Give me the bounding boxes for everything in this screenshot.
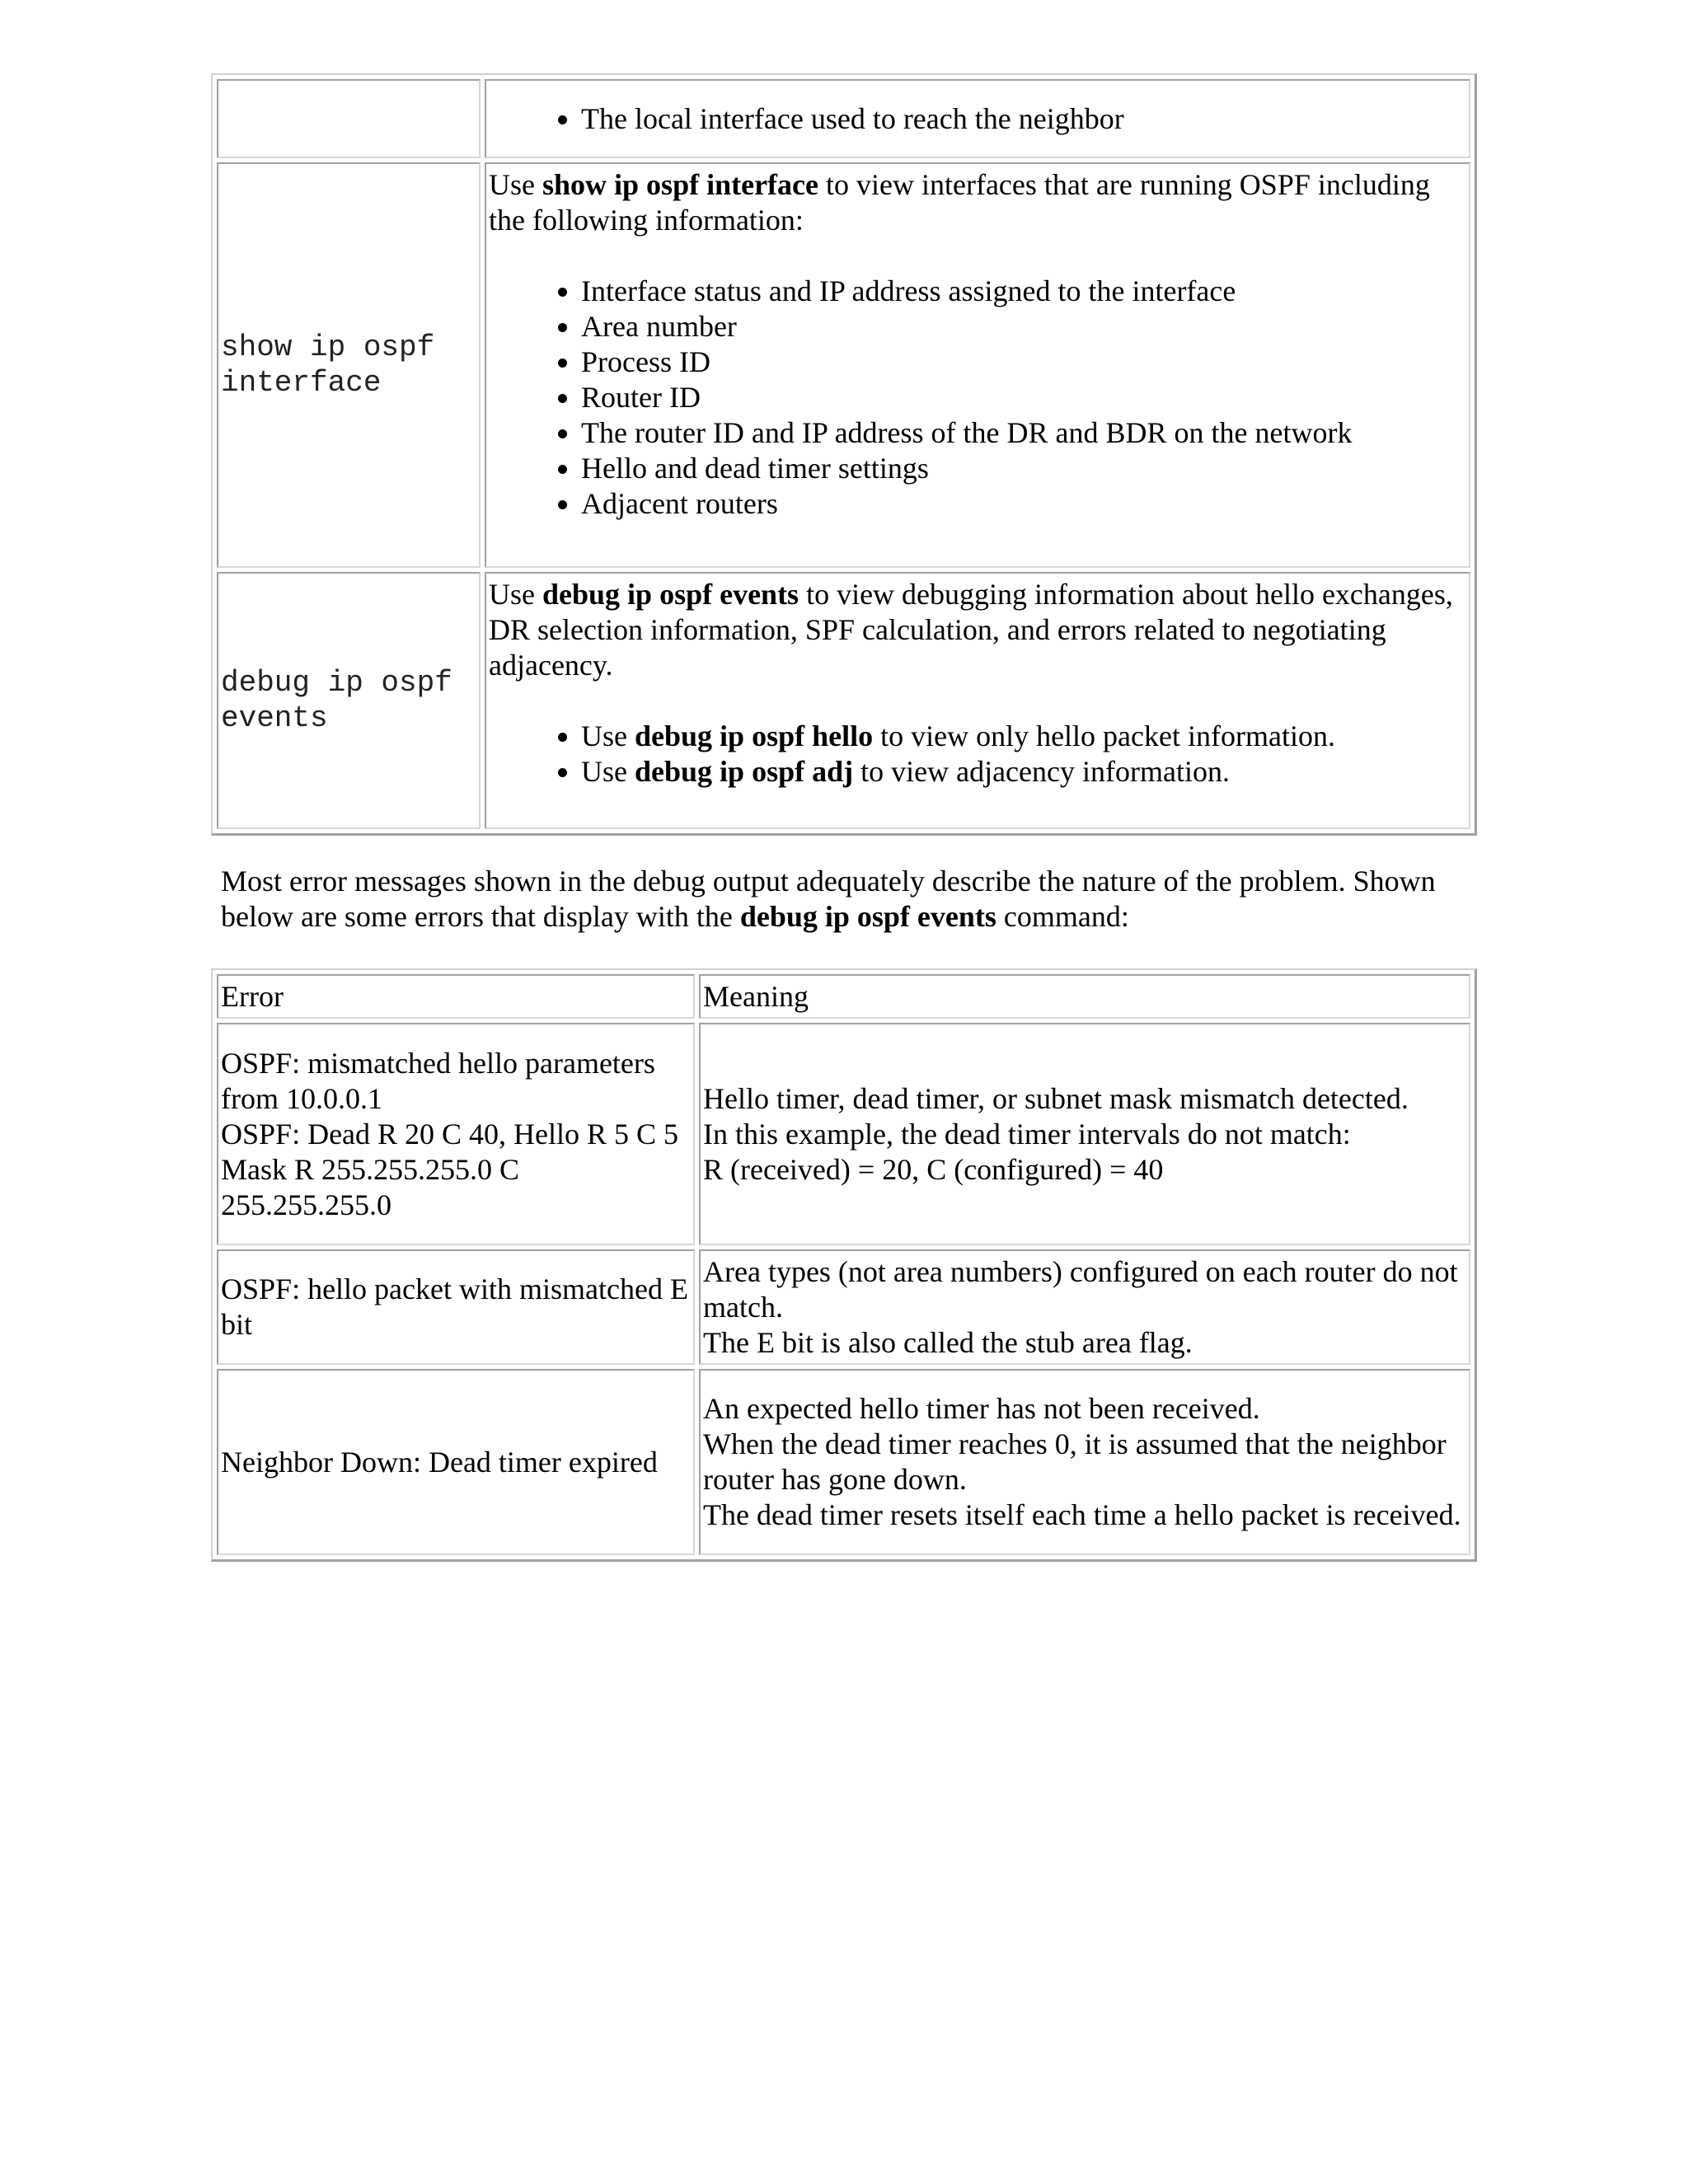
description-cell [485, 79, 1470, 158]
description-cell [485, 572, 1470, 829]
list-item: • Use debug ip ospf adj to view adjacency information. [581, 754, 1466, 790]
command-text: events [221, 701, 328, 735]
error-text: OSPF: hello packet with mismatched E bit [221, 1272, 688, 1341]
errors-table [211, 968, 1477, 1562]
table-row [217, 1369, 1470, 1555]
error-cell [217, 1023, 695, 1245]
error-cell [217, 1369, 695, 1555]
meaning-text: When the dead timer reaches 0, it is assumed that the neighbor router has gone down. [703, 1427, 1447, 1496]
meaning-text: R (received) = 20, C (configured) = 40 [703, 1152, 1164, 1186]
list-item: • Router ID [581, 380, 1466, 415]
table-row [217, 1023, 1470, 1245]
command-name: show ip ospf interface [542, 168, 818, 201]
error-text: Mask R 255.255.255.0 C 255.255.255.0 [221, 1152, 520, 1221]
meaning-text: Area types (not area numbers) configured on each router do not match. [703, 1254, 1458, 1324]
meaning-cell [699, 1369, 1470, 1555]
bullet-list [489, 274, 1466, 522]
bullet-list [489, 719, 1466, 790]
error-text: OSPF: Dead R 20 C 40, Hello R 5 C 5 [221, 1117, 679, 1151]
meaning-text: In this example, the dead timer intervals do not match: [703, 1117, 1351, 1151]
meaning-cell [699, 1249, 1470, 1365]
command-text: show ip ospf [221, 330, 435, 364]
list-item: • Interface status and IP address assigned to the interface [581, 274, 1466, 309]
description-text: Use show ip ospf interface to view interfaces that are running OSPF including the following information: [489, 168, 1430, 237]
column-header-meaning: Meaning [699, 974, 1470, 1019]
command-cell [217, 572, 481, 829]
meaning-text: The dead timer resets itself each time a hello packet is received. [703, 1498, 1461, 1531]
table-header-row [217, 974, 1470, 1019]
commands-table [211, 73, 1477, 836]
command-name: debug ip ospf events [542, 578, 799, 611]
error-text: OSPF: mismatched hello parameters from 10.0.0.1 [221, 1046, 655, 1115]
meaning-text: Hello timer, dead timer, or subnet mask mismatch detected. [703, 1081, 1409, 1115]
description-text: Use debug ip ospf events to view debugging information about hello exchanges, DR selection information, SPF calculation, and errors related to negotiating adjacency. [489, 578, 1453, 682]
list-item: • Adjacent routers [581, 486, 1466, 522]
table-row [217, 162, 1470, 568]
meaning-text: An expected hello timer has not been received. [703, 1392, 1260, 1425]
error-cell [217, 1249, 695, 1365]
intro-paragraph: Most error messages shown in the debug output adequately describe the nature of the problem. Shown below are some errors that display with the debug ip ospf events command: [221, 865, 1436, 933]
command-name: debug ip ospf events [739, 900, 996, 933]
command-cell [217, 79, 481, 158]
meaning-text: The E bit is also called the stub area flag. [703, 1325, 1193, 1359]
table-row [217, 1249, 1470, 1365]
list-item: • The router ID and IP address of the DR and BDR on the network [581, 415, 1466, 451]
list-item: • The local interface used to reach the neighbor [581, 101, 1466, 137]
table-row [217, 79, 1470, 158]
command-text: interface [221, 366, 382, 400]
bullet-list [489, 101, 1466, 137]
list-item: • Process ID [581, 344, 1466, 380]
list-item: • Hello and dead timer settings [581, 451, 1466, 486]
command-name: debug ip ospf hello [635, 719, 874, 752]
list-item: • Area number [581, 309, 1466, 344]
error-text: Neighbor Down: Dead timer expired [221, 1445, 658, 1479]
table-row [217, 572, 1470, 829]
description-cell [485, 162, 1470, 568]
command-cell [217, 162, 481, 568]
list-item: • Use debug ip ospf hello to view only hello packet information. [581, 719, 1466, 754]
command-text: debug ip ospf [221, 666, 452, 700]
meaning-cell [699, 1023, 1470, 1245]
column-header-error: Error [217, 974, 695, 1019]
command-name: debug ip ospf adj [635, 755, 854, 788]
